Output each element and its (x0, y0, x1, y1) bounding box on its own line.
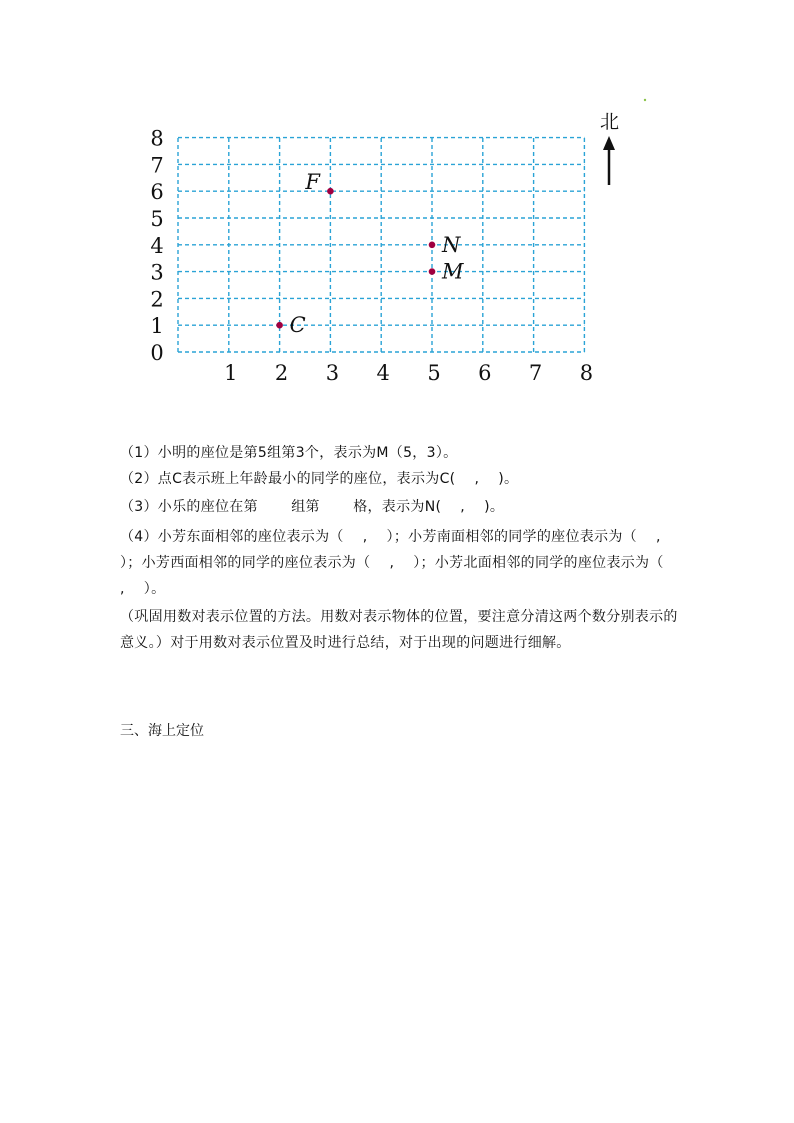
y-tick-label: 3 (150, 260, 164, 285)
y-tick-label: 2 (150, 287, 164, 312)
x-tick-label: 2 (274, 361, 289, 385)
x-tick-label: 1 (224, 361, 238, 385)
y-tick-label: 4 (150, 233, 164, 258)
seat-point-f (327, 188, 334, 195)
north-arrow-head-icon (603, 136, 615, 150)
x-tick-label: 7 (528, 361, 543, 385)
stray-mark (644, 99, 646, 101)
section-title: 三、海上定位 (120, 723, 204, 739)
x-tick-labels (224, 361, 593, 385)
x-tick-label: 3 (325, 361, 340, 385)
grid-lines (178, 138, 584, 352)
seat-point-label: M (442, 259, 464, 284)
y-tick-label: 5 (150, 207, 164, 231)
north-indicator (600, 111, 619, 185)
x-tick-label: 5 (427, 361, 441, 385)
seat-point-label: F (305, 170, 320, 195)
teaching-note: （巩固用数对表示位置的方法。用数对表示物体的位置，要注意分清这两个数分别表示的意义。）对于用数对表示位置及时进行总结，对于出现的问题进行细解。 (120, 609, 678, 651)
y-tick-labels (150, 127, 163, 365)
y-tick-label: 7 (150, 153, 164, 178)
question-4: （4）小芳东面相邻的座位表示为（ , ）；小芳南面相邻的同学的座位表示为（ , ）；小芳西面相邻的同学的座位表示为（ , ）；小芳北面相邻的同学的座位表示为（ , ）。 (120, 529, 683, 597)
question-3: （3）小乐的座位在第 组第 格，表示为N( , )。 (120, 499, 505, 515)
seat-point-c (276, 322, 283, 329)
seat-point-label: N (442, 232, 461, 257)
y-tick-label: 8 (150, 126, 164, 151)
y-tick-label: 0 (150, 341, 164, 365)
seat-point-n (429, 242, 436, 249)
north-label: 北 (600, 111, 620, 133)
x-tick-label: 8 (579, 361, 594, 385)
y-tick-label: 1 (150, 314, 164, 339)
x-tick-label: 4 (376, 361, 390, 385)
seat-point-label: C (289, 313, 306, 338)
seat-point-m (429, 268, 436, 275)
question-2: （2）点C表示班上年龄最小的同学的座位，表示为C( , )。 (120, 471, 519, 487)
coordinate-grid-figure (0, 0, 794, 400)
y-tick-label: 6 (150, 180, 164, 205)
x-tick-label: 6 (478, 361, 492, 385)
question-1: （1）小明的座位是第5组第3个，表示为M（5，3）。 (120, 445, 458, 461)
seat-points (276, 170, 464, 337)
